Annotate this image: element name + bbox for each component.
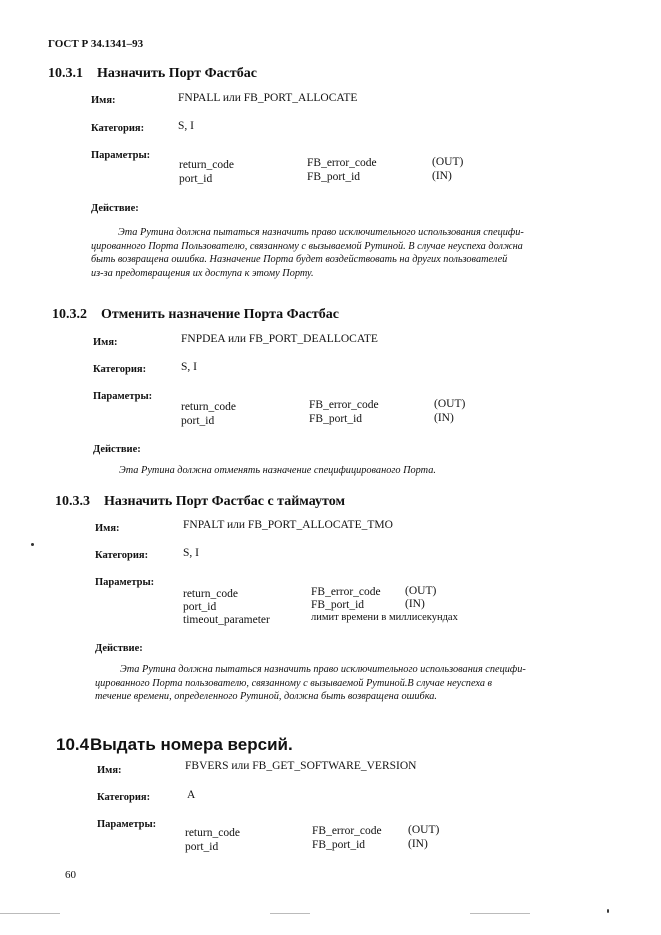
action-text bbox=[95, 663, 607, 704]
action-text bbox=[119, 464, 436, 478]
param-type: FB_error_code bbox=[312, 825, 382, 837]
param-direction: (IN) bbox=[432, 170, 452, 182]
param-name: return_code bbox=[179, 159, 234, 171]
category-label: Категория: bbox=[95, 550, 149, 561]
param-name: return_code bbox=[185, 827, 240, 839]
action-label: Действие: bbox=[91, 203, 139, 214]
params-label: Параметры: bbox=[95, 577, 155, 588]
name-label: Имя: bbox=[93, 337, 118, 348]
category-label: Категория: bbox=[93, 364, 147, 375]
param-type: FB_port_id bbox=[312, 839, 366, 851]
routine-name: FNPDEA или FB_PORT_DEALLOCATE bbox=[181, 333, 378, 345]
document-header: ГОСТ Р 34.1341–93 bbox=[48, 38, 144, 50]
section-number: 10.4 bbox=[56, 735, 90, 754]
param-type: лимит времени в миллисекундах bbox=[311, 612, 458, 623]
params-label: Параметры: bbox=[91, 150, 151, 161]
category-value: S, I bbox=[178, 120, 194, 132]
name-label: Имя: bbox=[91, 95, 116, 106]
action-line: цированного Порта Пользователю, связанному с вызываемой Рутиной. В случае неуспеха должна bbox=[91, 240, 523, 252]
section-number: 10.3.3 bbox=[55, 494, 90, 509]
param-name: port_id bbox=[179, 173, 213, 185]
action-line: цированного Порта пользователю, связанному с вызываемой Рутиной.В случае неуспеха в bbox=[95, 677, 493, 689]
param-name: return_code bbox=[183, 588, 238, 600]
section-heading bbox=[48, 66, 257, 82]
section-heading bbox=[55, 494, 345, 510]
category-label: Категория: bbox=[91, 123, 145, 134]
page-number: 60 bbox=[65, 869, 76, 881]
action-label: Действие: bbox=[95, 643, 143, 654]
action-line: из-за предотвращения их доступа к этому Порту. bbox=[91, 267, 314, 279]
param-direction: (IN) bbox=[405, 598, 425, 610]
section-title: Отменить назначение Порта Фастбас bbox=[101, 307, 339, 322]
params-label: Параметры: bbox=[97, 819, 157, 830]
scan-edge-line bbox=[470, 913, 530, 914]
action-label: Действие: bbox=[93, 444, 141, 455]
section-title: Назначить Порт Фастбас с таймаутом bbox=[104, 494, 345, 509]
routine-name: FNPALT или FB_PORT_ALLOCATE_TMO bbox=[183, 519, 393, 531]
param-name: return_code bbox=[181, 401, 236, 413]
scan-edge-line bbox=[0, 913, 60, 914]
param-type: FB_port_id bbox=[309, 413, 363, 425]
action-line: быть возвращена ошибка. Назначение Порта будет воздействовать на других пользователей bbox=[91, 254, 508, 266]
routine-name: FNPALL или FB_PORT_ALLOCATE bbox=[178, 92, 358, 104]
category-value: A bbox=[187, 789, 196, 801]
action-line: Эта Рутина должна пытаться назначить право исключительного использования специфи- bbox=[118, 227, 524, 238]
section-title: Выдать номера версий. bbox=[90, 735, 293, 754]
param-type: FB_port_id bbox=[307, 171, 361, 183]
category-value: S, I bbox=[181, 361, 197, 373]
param-direction: (IN) bbox=[408, 838, 428, 850]
section-title: Назначить Порт Фастбас bbox=[97, 66, 257, 81]
name-label: Имя: bbox=[97, 765, 122, 776]
param-type: FB_error_code bbox=[311, 586, 381, 598]
param-type: FB_error_code bbox=[309, 399, 379, 411]
scan-speck bbox=[607, 909, 609, 913]
routine-name: FBVERS или FB_GET_SOFTWARE_VERSION bbox=[185, 760, 417, 772]
action-line: течение времени, определенного Рутиной, должна быть возвращена ошибка. bbox=[95, 691, 437, 703]
section-number: 10.3.2 bbox=[52, 307, 87, 322]
section-number: 10.3.1 bbox=[48, 66, 83, 81]
section-heading bbox=[56, 735, 293, 755]
param-direction: (IN) bbox=[434, 412, 454, 424]
param-type: FB_port_id bbox=[311, 599, 365, 611]
category-label: Категория: bbox=[97, 792, 151, 803]
section-heading bbox=[52, 307, 339, 323]
action-line: Эта Рутина должна отменять назначение специфицированого Порта. bbox=[119, 465, 436, 476]
action-text bbox=[91, 226, 603, 280]
scan-edge-line bbox=[270, 913, 310, 914]
param-direction: (OUT) bbox=[432, 156, 464, 168]
param-direction: (OUT) bbox=[434, 398, 466, 410]
param-name: port_id bbox=[185, 841, 219, 853]
param-direction: (OUT) bbox=[408, 824, 440, 836]
param-direction: (OUT) bbox=[405, 585, 437, 597]
param-name: timeout_parameter bbox=[183, 614, 270, 626]
param-name: port_id bbox=[183, 601, 217, 613]
scan-speck bbox=[31, 543, 34, 546]
category-value: S, I bbox=[183, 547, 199, 559]
param-name: port_id bbox=[181, 415, 215, 427]
name-label: Имя: bbox=[95, 523, 120, 534]
params-label: Параметры: bbox=[93, 391, 153, 402]
action-line: Эта Рутина должна пытаться назначить право исключительного использования специфи- bbox=[120, 664, 526, 675]
param-type: FB_error_code bbox=[307, 157, 377, 169]
